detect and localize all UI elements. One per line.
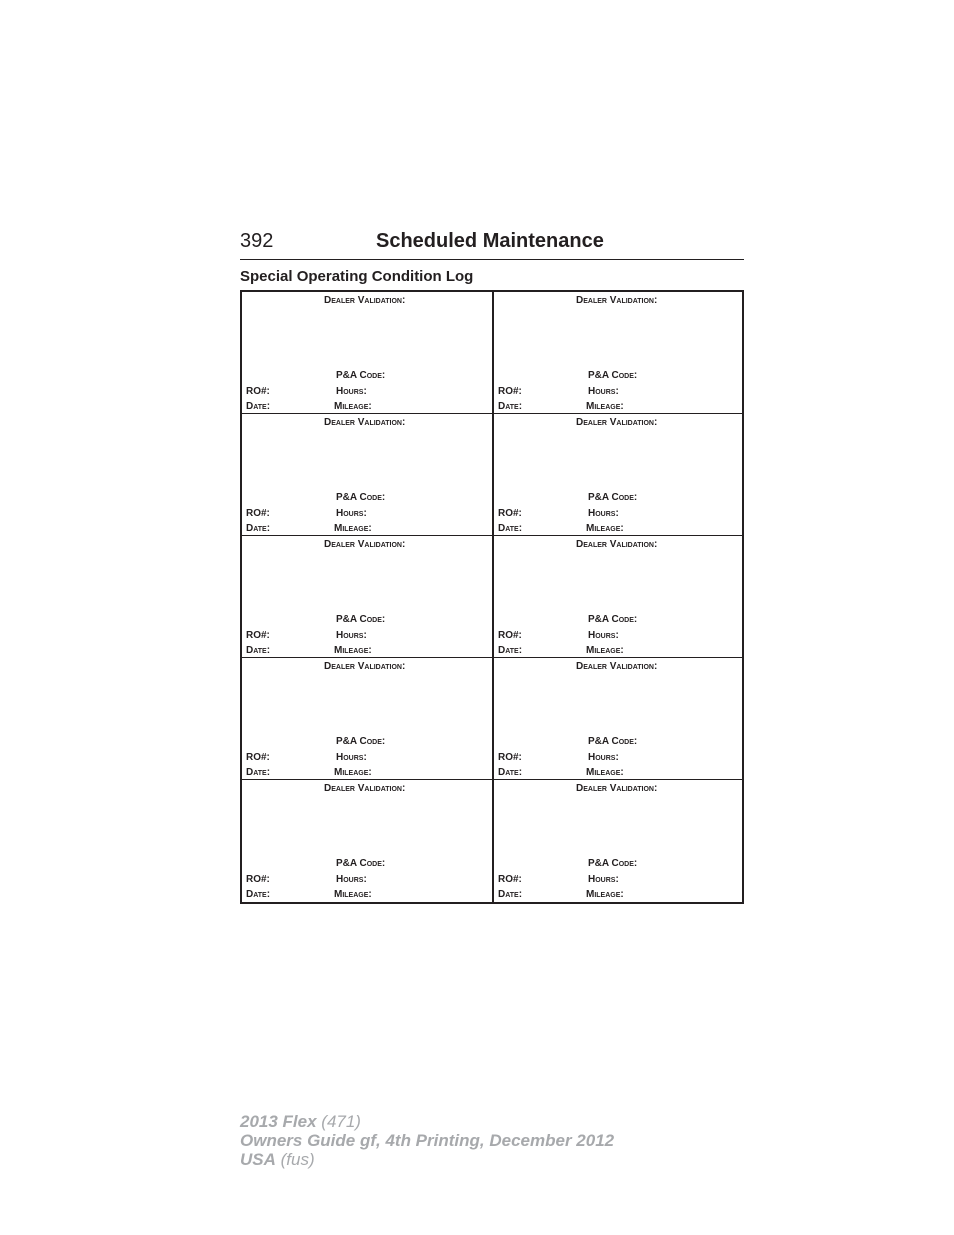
mileage-label: Mileage: xyxy=(586,645,624,656)
date-label: Date: xyxy=(498,523,523,534)
date-label: Date: xyxy=(498,645,523,656)
ro-number-label: RO#: xyxy=(498,508,522,519)
date-label: Date: xyxy=(246,523,271,534)
footer-line-1 xyxy=(240,1112,614,1131)
pa-code-label: P&A Code: xyxy=(336,492,386,503)
log-entry-cell xyxy=(494,780,744,902)
section-title: Scheduled Maintenance xyxy=(376,230,604,252)
ro-number-label: RO#: xyxy=(498,752,522,763)
ro-number-label: RO#: xyxy=(498,874,522,885)
date-label: Date: xyxy=(498,889,523,900)
mileage-label: Mileage: xyxy=(586,889,624,900)
maintenance-log-grid xyxy=(240,290,744,904)
page-number: 392 xyxy=(240,230,274,252)
mileage-label: Mileage: xyxy=(334,645,372,656)
dealer-validation-label: Dealer Validation: xyxy=(576,661,658,672)
mileage-label: Mileage: xyxy=(334,767,372,778)
ro-number-label: RO#: xyxy=(246,874,270,885)
ro-number-label: RO#: xyxy=(246,508,270,519)
hours-label: Hours: xyxy=(336,630,367,641)
footer-line-3 xyxy=(240,1150,614,1169)
ro-number-label: RO#: xyxy=(498,386,522,397)
log-entry-cell xyxy=(494,536,744,658)
hours-label: Hours: xyxy=(336,508,367,519)
pa-code-label: P&A Code: xyxy=(336,614,386,625)
hours-label: Hours: xyxy=(588,508,619,519)
hours-label: Hours: xyxy=(588,630,619,641)
dealer-validation-label: Dealer Validation: xyxy=(324,417,406,428)
pa-code-label: P&A Code: xyxy=(588,370,638,381)
log-entry-cell xyxy=(242,780,492,902)
pa-code-label: P&A Code: xyxy=(588,858,638,869)
log-entry-cell xyxy=(242,292,492,414)
hours-label: Hours: xyxy=(336,386,367,397)
date-label: Date: xyxy=(498,767,523,778)
date-label: Date: xyxy=(498,401,523,412)
ro-number-label: RO#: xyxy=(246,386,270,397)
mileage-label: Mileage: xyxy=(334,523,372,534)
dealer-validation-label: Dealer Validation: xyxy=(324,295,406,306)
log-entry-cell xyxy=(494,414,744,536)
footer-line-2: Owners Guide gf, 4th Printing, December 2012 xyxy=(240,1131,615,1150)
footer-model: 2013 Flex xyxy=(240,1112,317,1131)
dealer-validation-label: Dealer Validation: xyxy=(576,539,658,550)
log-entry-cell xyxy=(494,658,744,780)
dealer-validation-label: Dealer Validation: xyxy=(324,661,406,672)
pa-code-label: P&A Code: xyxy=(336,370,386,381)
dealer-validation-label: Dealer Validation: xyxy=(324,783,406,794)
hours-label: Hours: xyxy=(336,752,367,763)
log-entry-cell xyxy=(242,658,492,780)
mileage-label: Mileage: xyxy=(334,401,372,412)
dealer-validation-label: Dealer Validation: xyxy=(576,783,658,794)
pa-code-label: P&A Code: xyxy=(588,492,638,503)
footer-market-code: (fus) xyxy=(275,1150,315,1169)
footer-model-code: (471) xyxy=(316,1112,361,1131)
dealer-validation-label: Dealer Validation: xyxy=(324,539,406,550)
hours-label: Hours: xyxy=(588,752,619,763)
log-entry-cell xyxy=(242,536,492,658)
log-title: Special Operating Condition Log xyxy=(240,268,474,285)
mileage-label: Mileage: xyxy=(586,401,624,412)
hours-label: Hours: xyxy=(336,874,367,885)
ro-number-label: RO#: xyxy=(246,630,270,641)
ro-number-label: RO#: xyxy=(498,630,522,641)
header-rule xyxy=(240,259,744,260)
mileage-label: Mileage: xyxy=(586,523,624,534)
ro-number-label: RO#: xyxy=(246,752,270,763)
pa-code-label: P&A Code: xyxy=(336,858,386,869)
hours-label: Hours: xyxy=(588,874,619,885)
pa-code-label: P&A Code: xyxy=(336,736,386,747)
date-label: Date: xyxy=(246,645,271,656)
mileage-label: Mileage: xyxy=(586,767,624,778)
date-label: Date: xyxy=(246,767,271,778)
date-label: Date: xyxy=(246,401,271,412)
hours-label: Hours: xyxy=(588,386,619,397)
footer-market: USA xyxy=(240,1150,276,1169)
date-label: Date: xyxy=(246,889,271,900)
dealer-validation-label: Dealer Validation: xyxy=(576,417,658,428)
document-footer xyxy=(240,1112,614,1169)
dealer-validation-label: Dealer Validation: xyxy=(576,295,658,306)
pa-code-label: P&A Code: xyxy=(588,614,638,625)
pa-code-label: P&A Code: xyxy=(588,736,638,747)
mileage-label: Mileage: xyxy=(334,889,372,900)
log-entry-cell xyxy=(494,292,744,414)
log-entry-cell xyxy=(242,414,492,536)
